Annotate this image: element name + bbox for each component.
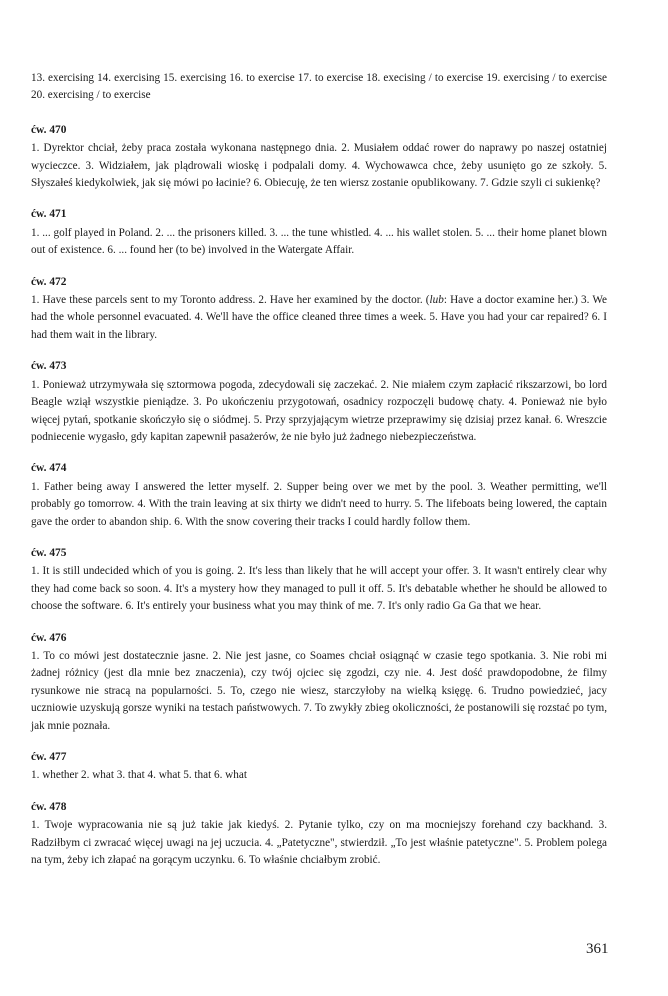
exercise-text: 1. whether 2. what 3. that 4. what 5. that 6. what bbox=[31, 769, 247, 782]
exercise-478 bbox=[31, 799, 607, 870]
intro-answers: 13. exercising 14. exercising 15. exercising 16. to exercise 17. to exercise 18. execising / to exercise 19. exercising / to exercise 20. exercising / to exercise bbox=[31, 72, 607, 102]
exercise-text: 1. To co mówi jest dostatecznie jasne. 2. Nie jest jasne, co Soames chciał osiągnąć w czasie tego spotkania. 3. Nie robi mi żadnej różnicy (jest dla mnie bez znaczenia), czy twój ojciec się zgodzi, czy nie. 4. Jest dość prawdopodobne, że filmy rysunkowe nie stracą na popularności. 5. To, czego nie wiesz, starczyłoby na wielką księgę. 6. Trudno powiedzieć, jacy uczniowie uzyskują gorsze wyniki na testach państwowych. 7. To zwykły zbieg okoliczności, że postanowili się rozstać po tym, jak mnie poznała. bbox=[31, 649, 607, 732]
exercise-heading: ćw. 476 bbox=[31, 631, 67, 644]
exercise-heading: ćw. 471 bbox=[31, 208, 67, 221]
exercise-text: 1. Twoje wypracowania nie są już takie jak kiedyś. 2. Pytanie tylko, czy on ma mocniejszy forehand czy backhand. 3. Radziłbym ci zwracać więcej uwagi na jej uczucia. 4. „Patetyczne", stwierdził. „To jest właśnie patetyczne". 5. Problem polega na tym, żeby ich złapać na gorącym uczynku. 6. To właśnie chciałbym zrobić. bbox=[31, 819, 607, 867]
exercise-text: 1. Dyrektor chciał, żeby praca została wykonana następnego dnia. 2. Musiałem oddać rower do naprawy po naszej ostatniej wycieczce. 3. Widziałem, jak plądrowali wioskę i podpalali domy. 4. Wychowawca chce, żeby usunięto go ze szkoły. 5. Słyszałeś kiedykolwiek, jak się mówi po łacinie? 6. Obiecuję, że ten wiersz zostanie opublikowany. 7. Gdzie szyli ci sukienkę? bbox=[31, 142, 607, 190]
exercise-text: 1. Ponieważ utrzymywała się sztormowa pogoda, zdecydowali się zaczekać. 2. Nie miałem czym zapłacić rikszarzowi, bo lord Beagle wziął wszystkie pieniądze. 3. Po ukończeniu przygotowań, osadnicy rozpoczęli budowę chaty. 4. Ponieważ nie było więcej pytań, spotkanie skończyło się o siódmej. 5. Przy sprzyjającym wietrze przeprawimy się dzisiaj przez kanał. 6. Wreszcie podniecenie wygasło, gdy kapitan zapewnił pasażerów, że nie było już żadnego niebezpieczeństwa. bbox=[31, 378, 607, 443]
exercise-475 bbox=[31, 545, 607, 616]
exercise-text-part: 1. Have these parcels sent to my Toronto address. 2. Have her examined by the doctor. ( bbox=[31, 294, 430, 307]
exercise-472 bbox=[31, 274, 607, 345]
exercise-heading: ćw. 474 bbox=[31, 462, 67, 475]
page-number: 361 bbox=[586, 941, 609, 957]
exercise-heading: ćw. 470 bbox=[31, 123, 67, 136]
exercise-477 bbox=[31, 749, 607, 785]
exercise-heading: ćw. 473 bbox=[31, 360, 67, 373]
exercise-473 bbox=[31, 358, 607, 446]
exercise-text: 1. It is still undecided which of you is going. 2. It's less than likely that he will accept your offer. 3. It wasn't entirely clear why they had come back so soon. 4. It's a mystery how they managed to pull it off. 5. It's debatable whether he should be allowed to choose the software. 6. It's entirely your business what you may think of me. 7. It's only radio Ga Ga that we hear. bbox=[31, 565, 607, 613]
exercise-heading: ćw. 472 bbox=[31, 275, 67, 288]
exercise-text: 1. Father being away I answered the letter myself. 2. Supper being over we met by the pool. 3. Weather permitting, we'll probably go tomorrow. 4. With the train leaving at six thirty we didn't need to hurry. 5. The lifeboats being lowered, the captain gave the order to abandon ship. 6. With the snow covering their tracks I could hardly follow them. bbox=[31, 480, 607, 528]
exercise-470 bbox=[31, 122, 607, 193]
exercise-text-part: : Have a doctor examine her.) 3. We had the whole personnel evacuated. 4. We'll have the office cleaned three times a week. 5. Have you had your car repaired? 6. I had them wait in the library. bbox=[31, 294, 607, 341]
exercise-heading: ćw. 475 bbox=[31, 546, 67, 559]
answer-key-content bbox=[31, 70, 607, 883]
exercise-476 bbox=[31, 630, 607, 735]
exercise-text bbox=[31, 292, 607, 344]
exercise-text-italic: lub bbox=[429, 294, 444, 307]
exercise-471 bbox=[31, 206, 607, 259]
exercise-474 bbox=[31, 460, 607, 531]
exercise-heading: ćw. 478 bbox=[31, 800, 67, 813]
exercise-text: 1. ... golf played in Poland. 2. ... the prisoners killed. 3. ... the tune whistled. 4. ... his wallet stolen. 5. ... their home planet blown out of existence. 6. ... found her (to be) involved in the Watergate Affair. bbox=[31, 226, 607, 257]
exercise-heading: ćw. 477 bbox=[31, 751, 67, 763]
